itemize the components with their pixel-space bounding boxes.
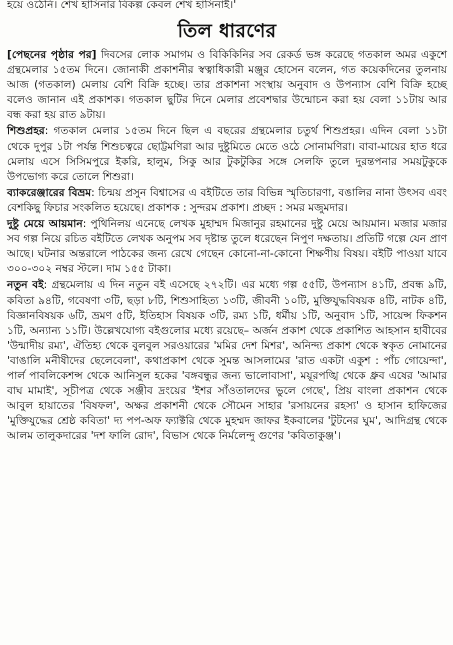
paragraph-lead: ব্যাকরেঞ্জারের বিভ্রম [7, 186, 92, 199]
paragraph-text: দিবসের লোক সমাগম ও বিকিকিনির সব রেকর্ড ভঙ্গ করেছে গতকাল অমর একুশে গ্রন্থমেলার ১৫তম দিনে। জোনাকী প্রকাশনীর স্বত্বাধিকারী মঞ্জুর হোসেন বলেন, গত কয়েকদিনের তুলনায় আজ (গতকাল) মেলায় বেশি বিক্রি হচ্ছে। তার প্রকাশনা সংস্থায় অনুবাদ ও উপন্যাস বেশি বিক্রি হচ্ছে বলেও জানান এই প্রকাশক। গতকাল ছুটির দিনে মেলার প্রবেশদ্বার উন্মোচন করা হয় বেলা ১১টায় আর বন্ধ করা হয় রাত ৯টায়। [7, 49, 448, 122]
paragraph-text: : গ্রন্থমেলায় এ দিন নতুন বই এসেছে ২৭২টি। এর মধ্যে গল্প ৫৫টি, উপন্যাস ৪১টি, প্রবন্ধ ৯টি, কবিতা ৯৪টি, গবেষণা ৩টি, ছড়া ৮টি, শিশুসাহিত্য ১৩টি, জীবনী ১০টি, মুক্তিযুদ্ধবিষয়ক ৪টি, নাটক ৪টি, বিজ্ঞানবিষয়ক ৬টি, ভ্রমণ ৫টি, ইতিহাস বিষয়ক ৩টি, রম্য ১টি, ধর্মীয় ১টি, অনুবাদ ১টি, সায়েন্স ফিকশন ১টি, অন্যান্য ১১টি। উল্লেখযোগ্য বইগুলোর মধ্যে রয়েছে– অর্জন প্রকাশ থেকে প্রকাশিত আহসান হাবীবের 'উন্মাদীয় রম্য', ঐতিহ্য থেকে বুলবুল সরওয়ারের 'মমির দেশ মিশর', অনিন্দ্য প্রকাশ থেকে স্বকৃত নোমানের 'বাঙালি মনীষীদের ছেলেবেলা', কথাপ্রকাশ থেকে সুমন্ত আসলামের 'রাত একটা একুশ : পাঁচ গোয়েন্দা', পার্ল পাবলিকেশন্স থেকে আনিসুল হকের 'বঙ্গবন্ধুর জন্য ভালোবাসা', ময়ূরপঙ্খি থেকে ধ্রুব এষের 'আমার বাঘ মামাই', সূচীপত্র থেকে সঞ্জীব দ্রংয়ের 'ইশর সাঁওতালদের ভুলে গেছে', প্রিয় বাংলা প্রকাশন থেকে আবুল হায়াতের 'বিষফল', অক্ষর প্রকাশনী থেকে সৌমেন সাহার 'রসায়নের রহস্য' ও হাসান হাফিজের 'মুক্তিযুদ্ধের শ্রেষ্ঠ কবিতা' দ্য পপ-অফ ফ্যাক্টরি থেকে মুহম্মদ জাফর ইকবালের 'টুটনের ঘুম', আদিগ্রন্থ থেকে আলম তালুকদারের 'দশ ফালি রোদ', বিভাস থেকে নির্মলেন্দু গুণের 'কবিতাকুঞ্জ'। [7, 279, 447, 443]
paragraph-shishuprohor [7, 124, 447, 184]
paragraph-text: : চিন্ময় প্রসুন বিশ্বাসের এ বইটিতে তার বিভিন্ন স্মৃতিচারণা, বঙালির নানা উৎসব এবং বেশকিছু ফিচার সংকলিত হয়েছে। প্রকাশক : সুন্দরম প্রকাশ। প্রচ্ছদ : সমর মজুমদার। [7, 186, 447, 214]
article-body [7, 48, 447, 444]
paragraph-lead: দুষ্টু মেয়ে আয়মান [7, 218, 83, 231]
paragraph-backranger [7, 186, 447, 216]
paragraph-text: : গতকাল মেলার ১৫তম দিনে ছিল এ বছরের গ্রন্থমেলার চতুর্থ শিশুপ্রহর। এদিন বেলা ১১টা থেকে দুপুর ১টা পর্যন্ত শিশুচত্বরে ছোট্টমণিরা আর দুষ্টুমিতে মেতে ওঠে সোনামণিরা। বাবা-মায়ের হাত ধরে মেলায় এসে সিসিমপুরে ইকরি, হালুম, সিকু আর টুকটুকির সঙ্গে সেলফি তুলে দুরন্তপনার সময়টুকুকে উপভোগ্য করে তোলে শিশুরা। [7, 125, 447, 183]
headline: তিল ধারণের [177, 20, 277, 42]
paragraph-dushtu-meye [7, 217, 447, 277]
paragraph-lead: [পেছনের পৃষ্ঠার পর] [7, 49, 97, 61]
paragraph-lead: নতুন বই [7, 279, 44, 292]
paragraph-lead: শিশুপ্রহর [7, 125, 45, 138]
previous-article-tail: হয়ে ওঠেনি। শেখ হাসিনার বিকল্প কেবল শেখ হাসিনাই।' [7, 0, 237, 11]
paragraph-new-books [7, 278, 447, 444]
paragraph-intro [7, 48, 447, 123]
paragraph-text: : পুথিনিলয় এনেছে লেখক মুহাম্মদ মিজানুর রহমানের দুষ্টু মেয়ে আয়মান। মজার মজার সব গল্প নিয়ে রচিত বইটিতে লেখক অনুপম সব দৃষ্টান্ত তুলে ধরেছেন নিপুণ দক্ষতায়। প্রতিটি গল্পে যেন প্রাণ আছে। ঘটনার অন্তরালে পাঠকের জন্য রেখে গেছেন কোনো-না-কোনো শিক্ষণীয় বিষয়। বইটি পাওয়া যাবে ৩০০-৩০২ নম্বর স্টলে। দাম ১৫৫ টাকা। [7, 218, 447, 276]
